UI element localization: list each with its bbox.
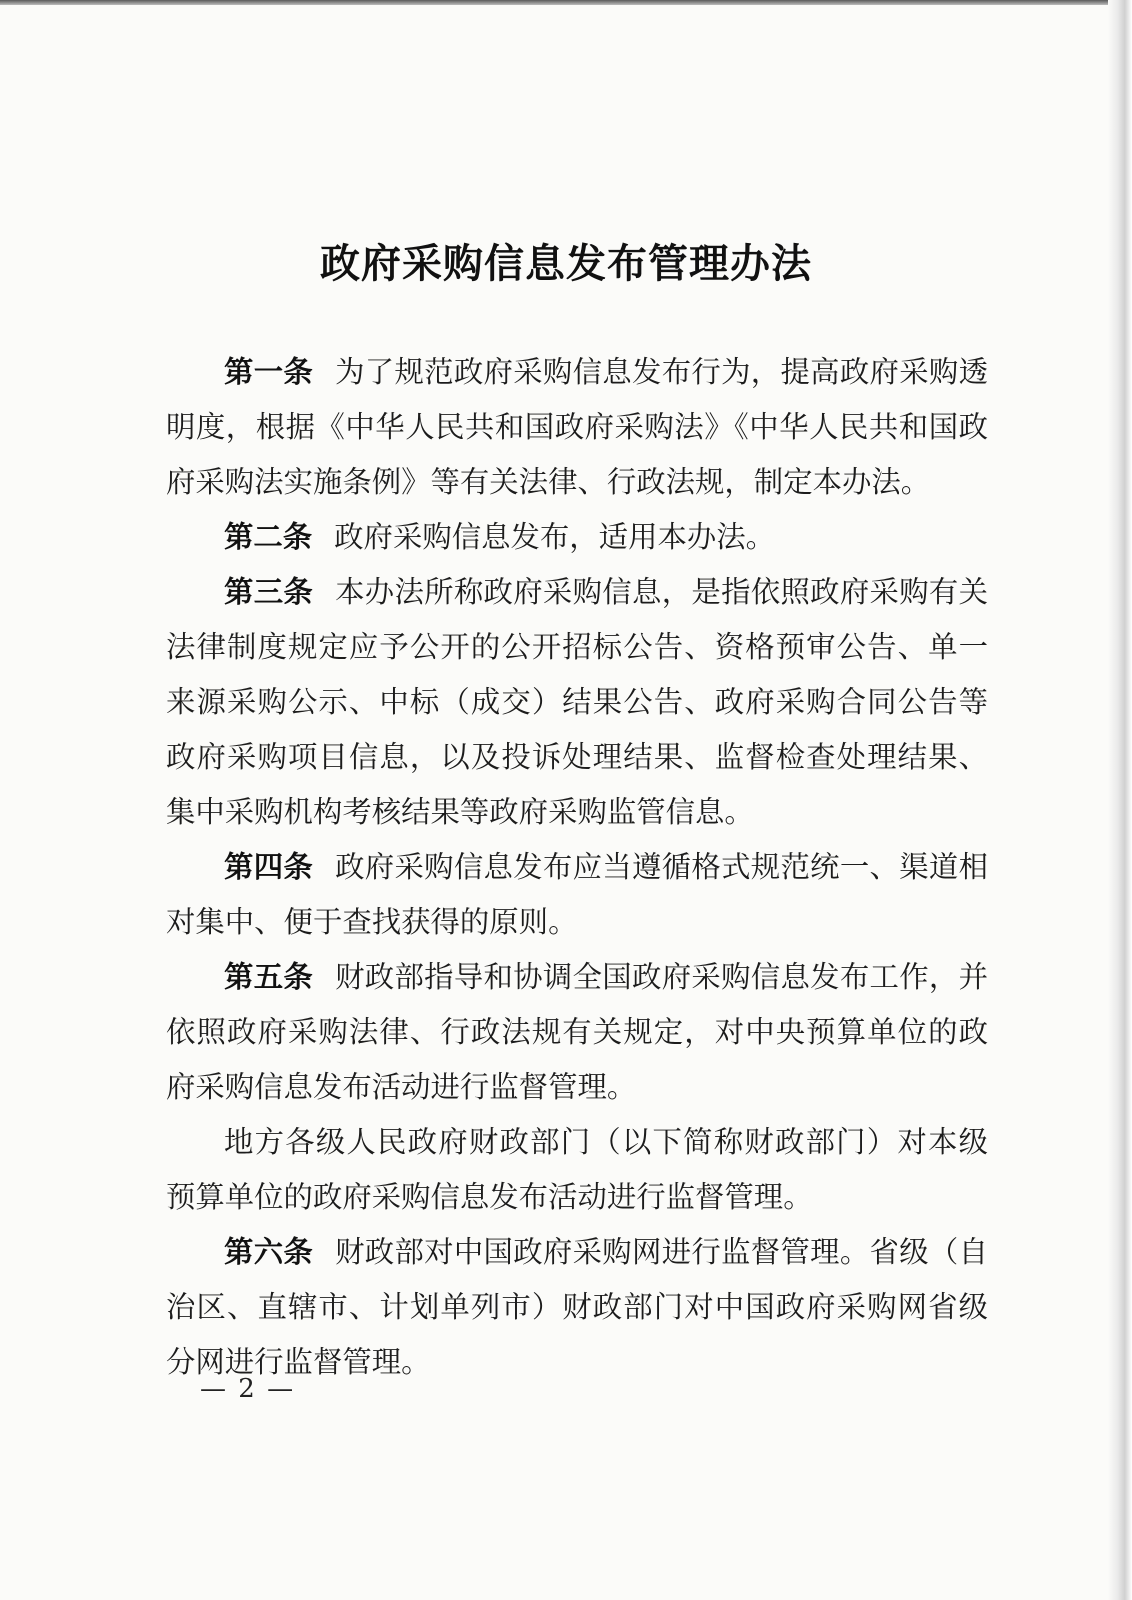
article-paragraph: [166, 1225, 988, 1390]
article-text: 本办法所称政府采购信息，是指依照政府采购有关法律制度规定应予公开的公开招标公告、资格预审公告、单一来源采购公示、中标（成交）结果公告、政府采购合同公告等政府采购项目信息，以及投诉处理结果、监督检查处理结果、集中采购机构考核结果等政府采购监管信息。: [166, 575, 989, 829]
article-paragraph: [166, 565, 988, 840]
article-number: 第一条: [224, 355, 314, 389]
article-number: 第五条: [224, 960, 314, 994]
paragraph-text: 地方各级人民政府财政部门（以下简称财政部门）对本级预算单位的政府采购信息发布活动进行监督管理。: [166, 1125, 988, 1214]
scan-edge-top: [0, 0, 1132, 5]
article-text: 财政部指导和协调全国政府采购信息发布工作，并依照政府采购法律、行政法规有关规定，对中央预算单位的政府采购信息发布活动进行监督管理。: [166, 960, 989, 1104]
article-number: 第三条: [224, 575, 314, 609]
article-text: 为了规范政府采购信息发布行为，提高政府采购透明度，根据《中华人民共和国政府采购法》《中华人民共和国政府采购法实施条例》等有关法律、行政法规，制定本办法。: [166, 355, 989, 499]
continuation-paragraph: [166, 1115, 988, 1225]
article-number: 第二条: [224, 520, 313, 554]
article-paragraph: [166, 510, 988, 565]
article-text: 财政部对中国政府采购网进行监督管理。省级（自治区、直辖市、计划单列市）财政部门对中国政府采购网省级分网进行监督管理。: [166, 1235, 989, 1379]
document-title: 政府采购信息发布管理办法: [320, 241, 812, 287]
article-text: 政府采购信息发布应当遵循格式规范统一、渠道相对集中、便于查找获得的原则。: [166, 850, 989, 939]
article-number: 第六条: [224, 1235, 314, 1269]
article-paragraph: [166, 840, 988, 950]
article-text: 政府采购信息发布，适用本办法。: [334, 520, 776, 554]
article-paragraph: [166, 345, 988, 510]
article-number: 第四条: [224, 850, 314, 884]
document-body: [166, 345, 988, 1390]
page-number: — 2 —: [200, 1374, 296, 1404]
article-paragraph: [166, 950, 988, 1115]
